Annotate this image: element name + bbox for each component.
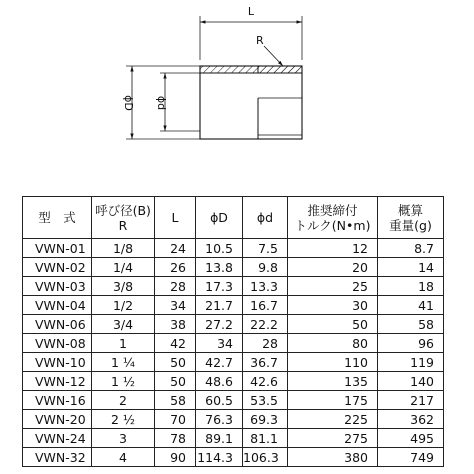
table-row xyxy=(23,448,444,467)
cell-torque: 50 xyxy=(288,315,378,334)
cell-outer-diameter: 89.1 xyxy=(196,429,243,448)
table-row xyxy=(23,296,444,315)
cell-model: VWN-03 xyxy=(23,277,92,296)
cell-weight: 749 xyxy=(378,448,444,467)
cell-length: 28 xyxy=(155,277,196,296)
table-row xyxy=(23,410,444,429)
cell-outer-diameter: 48.6 xyxy=(196,372,243,391)
table-header-row xyxy=(23,197,444,239)
cell-inner-diameter: 53.5 xyxy=(243,391,288,410)
cell-size: 3/4 xyxy=(92,315,155,334)
header-length: L xyxy=(155,197,196,239)
cell-weight: 96 xyxy=(378,334,444,353)
cell-inner-diameter: 7.5 xyxy=(243,239,288,258)
cell-size: 1/2 xyxy=(92,296,155,315)
header-torque: 推奨締付 トルク(N•m) xyxy=(288,197,378,239)
cell-size: 3/8 xyxy=(92,277,155,296)
header-weight: 概算 重量(g) xyxy=(378,197,444,239)
cell-model: VWN-10 xyxy=(23,353,92,372)
cell-size: 1 ¼ xyxy=(92,353,155,372)
cell-inner-diameter: 81.1 xyxy=(243,429,288,448)
cell-weight: 14 xyxy=(378,258,444,277)
table-row xyxy=(23,258,444,277)
table-row xyxy=(23,334,444,353)
radius-leader-line xyxy=(264,46,283,66)
cell-size: 3 xyxy=(92,429,155,448)
cell-model: VWN-16 xyxy=(23,391,92,410)
cell-size: 1/4 xyxy=(92,258,155,277)
cell-length: 50 xyxy=(155,372,196,391)
thread-taper-top xyxy=(258,66,302,73)
cell-length: 24 xyxy=(155,239,196,258)
cell-size: 2 xyxy=(92,391,155,410)
fitting-drawing xyxy=(0,0,474,195)
cell-inner-diameter: 22.2 xyxy=(243,315,288,334)
cell-outer-diameter: 42.7 xyxy=(196,353,243,372)
header-model: 型 式 xyxy=(23,197,92,239)
cell-inner-diameter: 16.7 xyxy=(243,296,288,315)
cell-torque: 30 xyxy=(288,296,378,315)
cell-model: VWN-04 xyxy=(23,296,92,315)
cell-weight: 362 xyxy=(378,410,444,429)
spec-table xyxy=(22,196,444,467)
cell-torque: 175 xyxy=(288,391,378,410)
header-nominal-size: 呼び径(B) R xyxy=(92,197,155,239)
cell-model: VWN-08 xyxy=(23,334,92,353)
cell-length: 26 xyxy=(155,258,196,277)
cell-size: 1 xyxy=(92,334,155,353)
cell-outer-diameter: 13.8 xyxy=(196,258,243,277)
cell-length: 38 xyxy=(155,315,196,334)
cell-weight: 495 xyxy=(378,429,444,448)
cell-model: VWN-20 xyxy=(23,410,92,429)
cell-model: VWN-01 xyxy=(23,239,92,258)
cell-model: VWN-06 xyxy=(23,315,92,334)
cell-inner-diameter: 36.7 xyxy=(243,353,288,372)
cell-torque: 380 xyxy=(288,448,378,467)
cell-outer-diameter: 76.3 xyxy=(196,410,243,429)
cell-length: 42 xyxy=(155,334,196,353)
header-outer-diameter: ϕD xyxy=(196,197,243,239)
cell-outer-diameter: 60.5 xyxy=(196,391,243,410)
length-label: L xyxy=(247,5,255,18)
cell-inner-diameter: 106.3 xyxy=(243,448,288,467)
cell-length: 70 xyxy=(155,410,196,429)
cell-torque: 20 xyxy=(288,258,378,277)
header-inner-diameter: ϕd xyxy=(243,197,288,239)
table-row xyxy=(23,429,444,448)
table-row xyxy=(23,239,444,258)
table-row xyxy=(23,277,444,296)
cell-size: 1/8 xyxy=(92,239,155,258)
radius-label: R xyxy=(256,34,264,47)
table-row xyxy=(23,391,444,410)
cell-inner-diameter: 69.3 xyxy=(243,410,288,429)
cell-outer-diameter: 34 xyxy=(196,334,243,353)
cell-inner-diameter: 42.6 xyxy=(243,372,288,391)
cell-outer-diameter: 21.7 xyxy=(196,296,243,315)
cell-length: 50 xyxy=(155,353,196,372)
cell-torque: 25 xyxy=(288,277,378,296)
cell-model: VWN-02 xyxy=(23,258,92,277)
cell-size: 2 ½ xyxy=(92,410,155,429)
cell-outer-diameter: 10.5 xyxy=(196,239,243,258)
cell-size: 1 ½ xyxy=(92,372,155,391)
cell-length: 78 xyxy=(155,429,196,448)
cell-model: VWN-12 xyxy=(23,372,92,391)
table-row xyxy=(23,353,444,372)
cell-length: 34 xyxy=(155,296,196,315)
table-row xyxy=(23,315,444,334)
cell-length: 90 xyxy=(155,448,196,467)
cell-weight: 58 xyxy=(378,315,444,334)
cell-outer-diameter: 27.2 xyxy=(196,315,243,334)
outer-diameter-label: ϕD xyxy=(122,95,135,111)
cell-weight: 217 xyxy=(378,391,444,410)
cell-size: 4 xyxy=(92,448,155,467)
cell-weight: 41 xyxy=(378,296,444,315)
cell-torque: 80 xyxy=(288,334,378,353)
cell-model: VWN-24 xyxy=(23,429,92,448)
cell-outer-diameter: 114.3 xyxy=(196,448,243,467)
cell-torque: 135 xyxy=(288,372,378,391)
cell-length: 58 xyxy=(155,391,196,410)
cell-weight: 18 xyxy=(378,277,444,296)
cell-torque: 225 xyxy=(288,410,378,429)
cell-inner-diameter: 13.3 xyxy=(243,277,288,296)
cell-weight: 140 xyxy=(378,372,444,391)
cell-weight: 8.7 xyxy=(378,239,444,258)
cell-torque: 110 xyxy=(288,353,378,372)
fitting-body-outline xyxy=(200,66,302,139)
cell-weight: 119 xyxy=(378,353,444,372)
inner-diameter-label: ϕd xyxy=(155,95,168,111)
cell-inner-diameter: 28 xyxy=(243,334,288,353)
cell-torque: 275 xyxy=(288,429,378,448)
cell-outer-diameter: 17.3 xyxy=(196,277,243,296)
cell-torque: 12 xyxy=(288,239,378,258)
cell-inner-diameter: 9.8 xyxy=(243,258,288,277)
table-row xyxy=(23,372,444,391)
cell-model: VWN-32 xyxy=(23,448,92,467)
